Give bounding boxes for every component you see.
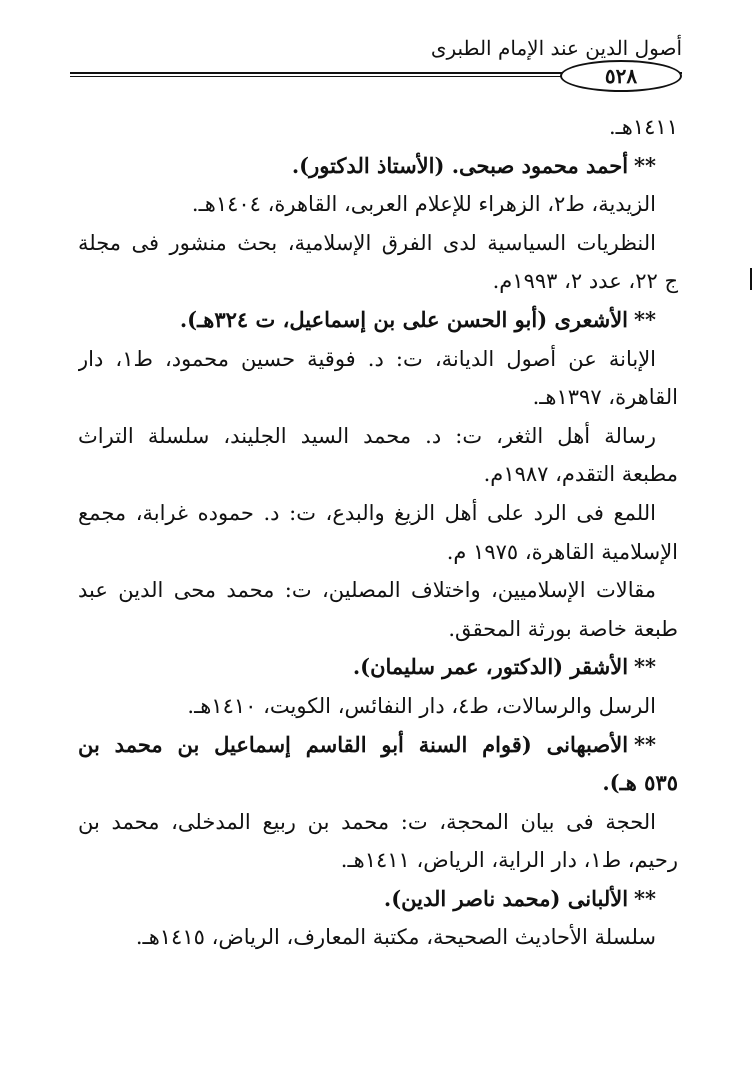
- line-text: الأصبهانى (قوام السنة أبو القاسم إسماعيل بن محمد بن: [78, 731, 629, 757]
- line-text: ١٤١١هـ.: [608, 115, 678, 139]
- entry-marker: **: [634, 885, 656, 911]
- line-text: سلسلة الأحاديث الصحيحة، مكتبة المعارف، الرياض، ١٤١٥هـ.: [135, 925, 656, 950]
- bibliography-line: [78, 687, 678, 726]
- bibliography-line: [78, 841, 678, 880]
- line-text: ٥٣٥ هـ).: [602, 770, 678, 796]
- bibliography-line: [78, 378, 678, 417]
- header-rule-thin: [70, 76, 562, 77]
- bibliography-line: [78, 417, 678, 456]
- page-header: [70, 28, 682, 88]
- line-text: الإسلامية القاهرة، ١٩٧٥ م.: [446, 539, 678, 564]
- entry-marker: **: [634, 306, 656, 332]
- bibliography-line: [78, 494, 678, 533]
- line-text: الأشعرى (أبو الحسن على بن إسماعيل، ت ٣٢٤هـ).: [179, 306, 629, 332]
- bibliography-line: [78, 803, 678, 842]
- author-entry-line: [78, 147, 678, 186]
- page-number: ٥٢٨: [560, 60, 682, 92]
- line-text: القاهرة، ١٣٩٧هـ.: [532, 385, 678, 410]
- author-entry-line: [78, 726, 678, 765]
- entry-marker: **: [634, 731, 656, 757]
- line-text: الحجة فى بيان المحجة، ت: محمد بن ربيع المدخلى، محمد بن: [78, 809, 656, 834]
- bibliography-line: [78, 108, 678, 147]
- line-text: مطبعة التقدم، ١٩٨٧م.: [483, 462, 678, 487]
- line-text: النظريات السياسية لدى الفرق الإسلامية، بحث منشور فى مجلة: [78, 230, 656, 255]
- bibliography-line: [78, 571, 678, 610]
- bibliography-line: [78, 455, 678, 494]
- entry-marker: **: [634, 654, 656, 680]
- bibliography-line: [78, 764, 678, 803]
- running-title: أصول الدين عند الإمام الطبرى: [430, 36, 682, 60]
- line-text: رحيم، ط١، دار الراية، الرياض، ١٤١١هـ.: [340, 848, 678, 873]
- bibliography-line: [78, 533, 678, 572]
- line-text: الإبانة عن أصول الديانة، ت: د. فوقية حسين محمود، ط١، دار: [78, 346, 657, 371]
- line-text: أحمد محمود صبحى. (الأستاذ الدكتور).: [291, 152, 629, 178]
- author-entry-line: [78, 301, 678, 340]
- line-text: طبعة خاصة بورثة المحقق.: [448, 616, 678, 641]
- line-text: اللمع فى الرد على أهل الزيغ والبدع، ت: د. حموده غرابة، مجمع: [78, 500, 656, 525]
- line-text: الزيدية، ط٢، الزهراء للإعلام العربى، القاهرة، ١٤٠٤هـ.: [191, 192, 656, 217]
- entry-marker: **: [634, 152, 656, 178]
- line-text: رسالة أهل الثغر، ت: د. محمد السيد الجليند، سلسلة التراث: [78, 423, 656, 448]
- line-text: مقالات الإسلاميين، واختلاف المصلين، ت: محمد محى الدين عبد: [78, 578, 656, 603]
- bibliography-line: [78, 185, 678, 224]
- bibliography-line: [78, 340, 678, 379]
- author-entry-line: [78, 648, 678, 687]
- bibliography-line: [78, 262, 678, 301]
- line-text: الرسل والرسالات، ط٤، دار النفائس، الكويت، ١٤١٠هـ.: [187, 693, 656, 718]
- line-text: ج ٢٢، عدد ٢، ١٩٩٣م.: [492, 269, 678, 294]
- bibliography-line: [78, 610, 678, 649]
- line-text: الألبانى (محمد ناصر الدين).: [383, 885, 629, 911]
- bibliography-line: [78, 224, 678, 263]
- bibliography-line: [78, 918, 678, 957]
- bibliography-text: [78, 108, 678, 957]
- author-entry-line: [78, 880, 678, 919]
- line-text: الأشقر (الدكتور، عمر سليمان).: [352, 654, 629, 680]
